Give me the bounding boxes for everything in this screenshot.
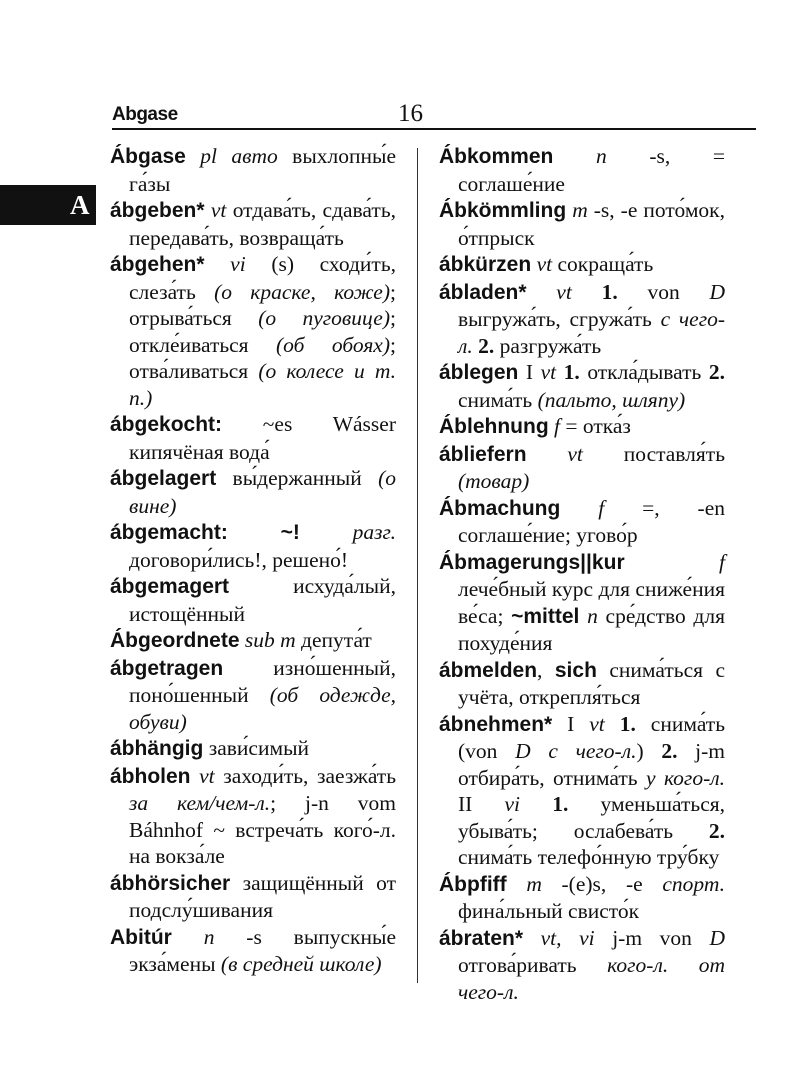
entry-text: = отка́з [560,414,631,438]
entry-headword: ábgehen* [110,253,205,276]
dictionary-entry [439,359,725,413]
entry-text [553,144,596,168]
entry-text [172,925,204,949]
entry-headword: ábgeben* [110,199,205,222]
entry-grammar-note: f [554,414,561,438]
entry-marker: ~! [280,521,300,544]
entry-marker: 2. [661,739,678,763]
entry-headword: Ábgase [110,145,186,168]
entry-headword: ábhängig [110,737,204,760]
dictionary-entry [110,763,396,870]
entry-marker: 2. [708,818,725,843]
entry-text: I [552,711,590,736]
entry-grammar-note: у кого-л. [645,765,725,790]
entry-text: von [617,279,710,304]
entry-headword: ábgelagert [110,467,217,490]
entry-grammar-note: разг. [352,520,396,544]
entry-grammar-note: vi [230,252,246,276]
entry-headword: áblegen [439,361,519,384]
entry-grammar-note: с чего-л. [458,307,725,358]
dictionary-entry [110,251,396,411]
entry-text [228,520,281,544]
entry-headword: ábgemagert [110,575,230,598]
entry-grammar-note: vt [199,763,215,788]
entry-grammar-note: (о колесе и т. п.) [129,359,396,410]
entry-marker: 1. [563,360,580,384]
entry-text: I [518,360,541,384]
entry-grammar-note: (в средней школе) [220,952,382,976]
entry-text: поставля́ть [582,441,725,466]
entry-text: ; отрыва́ться [129,279,396,330]
entry-headword: ábliefern [439,442,527,466]
entry-headword: Ábmachung [439,496,561,520]
entry-text: договори́лись!, решено́! [129,547,349,572]
entry-text [560,496,598,520]
entry-headword: ábgekocht: [110,413,223,436]
entry-grammar-note: sub m [244,628,296,652]
entry-text: -s, = соглаше́ние [458,144,726,196]
entry-grammar-note: D [709,279,726,304]
entry-text [186,144,200,168]
entry-grammar-note: f [598,495,605,520]
dictionary-entry [110,143,396,197]
entry-grammar-note: n [203,924,215,949]
dictionary-entry [439,279,725,360]
entry-marker: 1. [552,792,569,816]
entry-text [520,792,552,816]
dictionary-entry [439,925,725,1006]
entry-grammar-note: D с чего-л. [515,739,637,763]
entry-text: депута́т [295,628,372,652]
entry-headword: Ábkömmling [439,199,567,222]
entry-text: -(e)s, -e [541,871,663,896]
entry-grammar-note: за кем/чем-л. [129,791,271,815]
entry-text: выгружа́ть, сгружа́ть [458,307,661,331]
entry-text: выхлопны́е га́зы [129,144,396,196]
entry-text: отдава́ть, сдава́ть, передава́ть, возвраща́ть [129,198,396,250]
page-number: 16 [398,100,423,127]
entry-headword: ábkürzen [439,253,532,276]
entry-text [527,280,557,304]
entry-text: ) [636,739,662,763]
entry-text: ; откле́иваться [129,306,396,357]
entry-grammar-note: f [719,549,725,574]
entry-headword: Ábgeordnete [110,629,240,652]
entry-text: исхуда́лый, истощённый [129,574,396,626]
entry-grammar-note: (пальто, шляпу) [537,387,686,412]
entry-text: заходи́ть, заезжа́ть [214,763,397,788]
entry-headword: Ábkommen [439,145,554,168]
dictionary-entry [439,711,725,871]
thumb-index-tab: A [0,185,96,225]
entry-marker: ~mittel [511,604,580,628]
column-divider [417,148,418,983]
entry-text [507,872,527,896]
dictionary-entry [439,495,725,549]
entry-text [527,442,568,466]
entry-grammar-note: (о краске, коже) [214,279,391,304]
entry-headword: ábgetragen [110,656,224,680]
entry-headword: ábmelden [439,658,538,682]
entry-headword: ábhörsicher [110,871,231,895]
entry-text: откла́дывать [579,360,709,384]
entry-text: отгова́ривать [458,953,608,977]
entry-marker: 2. [478,333,495,358]
entry-text: защищённый от подслу́шивания [129,870,396,922]
entry-text: -s выпускны́е экза́мены [129,924,396,976]
entry-text: сокраща́ть [552,252,654,276]
entry-grammar-note: vt [540,360,557,384]
dictionary-entry [439,549,725,657]
entry-grammar-note: vi [504,792,521,816]
entry-text: II [458,792,505,816]
entry-text [523,926,541,950]
entry-grammar-note: vt [589,711,605,736]
dictionary-entry [439,143,725,197]
entry-text: изно́шенный, поно́шенный [129,655,396,707]
entry-text [556,360,564,384]
dictionary-entry [439,657,725,711]
entry-grammar-note: vt [536,252,553,276]
entry-text: (s) сходи́ть, слеза́ть [129,252,397,304]
right-column [439,143,725,1005]
entry-grammar-note: vt [567,441,583,466]
entry-grammar-note: n [595,144,607,168]
entry-text: ; j-n vom Báhnhof ~ встреча́ть кого́-л. на вокза́ле [129,791,396,868]
dictionary-entry [110,655,396,736]
entry-text: разгружа́ть [494,333,602,358]
entry-text: ~es Wásser кипячёная вода́ [129,412,396,464]
entry-text [625,550,719,574]
entry-grammar-note: кого-л. от чего-л. [458,953,725,1004]
entry-text [572,280,602,304]
entry-marker: 1. [601,279,618,304]
entry-text [205,252,231,276]
entry-text [605,712,620,736]
dictionary-entry [110,573,396,627]
entry-grammar-note: m [572,198,588,222]
entry-headword: ábgemacht: [110,521,228,544]
entry-text: j-m von [594,925,710,950]
entry-grammar-note: vt, vi [540,925,595,950]
dictionary-entry [110,735,396,763]
entry-grammar-note: (о пуговице) [258,306,391,330]
entry-text: ; отва́ливаться [129,332,396,383]
entry-headword: ábladen* [439,280,527,304]
entry-text: j-m отбира́ть, отнима́ть [458,739,726,790]
dictionary-entry [110,519,396,573]
dictionary-entry [110,627,396,655]
entry-text: , [537,657,555,682]
dictionary-entry [110,465,396,519]
entry-grammar-note: спорт. [662,871,726,896]
entry-text: снима́ть (von [458,711,726,763]
entry-text: =, -en соглаше́ние; угово́р [458,495,725,547]
entry-grammar-note: n [587,603,598,628]
entry-text [191,764,200,788]
entry-grammar-note: (об одежде, обуви) [129,683,396,734]
entry-grammar-note: (о вине) [129,466,396,518]
entry-text: -s, -e пото́мок, о́тпрыск [458,198,725,250]
dictionary-entry [439,413,725,441]
entry-text: снима́ть [458,387,538,412]
entry-headword: Áblehnung [439,415,549,438]
running-head: Abgase [112,104,178,125]
dictionary-entry [110,870,396,924]
dictionary-entry [439,871,725,925]
entry-text: уменьша́ться, убыва́ть; ослабева́ть [458,792,725,843]
entry-headword: ábnehmen* [439,712,553,736]
entry-headword: Ábpfiff [439,872,507,896]
entry-headword: Abitúr [110,925,172,949]
dictionary-entry [439,251,725,279]
entry-text [579,604,587,628]
dictionary-entry [110,924,396,978]
entry-headword: ábholen [110,764,191,788]
entry-text: зави́симый [203,736,310,760]
entry-grammar-note: D [709,925,726,950]
dictionary-entry [439,197,725,251]
left-column [110,143,396,978]
entry-headword: Ábmagerungs||kur [439,550,625,574]
entry-text: фина́льный свисто́к [458,899,640,923]
entry-text: снима́ть телефо́нную тру́бку [458,845,720,869]
header-rule [112,128,756,130]
entry-grammar-note: m [526,871,542,896]
entry-grammar-note: pl авто [200,144,278,168]
entry-text [300,520,353,544]
dictionary-entry [439,441,725,495]
entry-headword: ábraten* [439,926,524,950]
dictionary-entry [110,411,396,465]
entry-marker: 2. [708,360,725,384]
entry-text: вы́держанный [216,466,379,490]
entry-grammar-note: vt [210,198,227,222]
entry-grammar-note: (товар) [458,469,530,493]
entry-text: лече́бный курс для сниже́ния ве́са; [458,577,725,628]
entry-grammar-note: (об обоях) [276,332,391,357]
entry-text: сре́дство для похуде́ния [458,603,725,655]
entry-marker: 1. [619,711,636,736]
entry-marker: sich [554,658,597,682]
entry-grammar-note: vt [556,279,572,304]
entry-text: снима́ться с учёта, открепля́ться [458,657,725,709]
dictionary-entry [110,197,396,251]
